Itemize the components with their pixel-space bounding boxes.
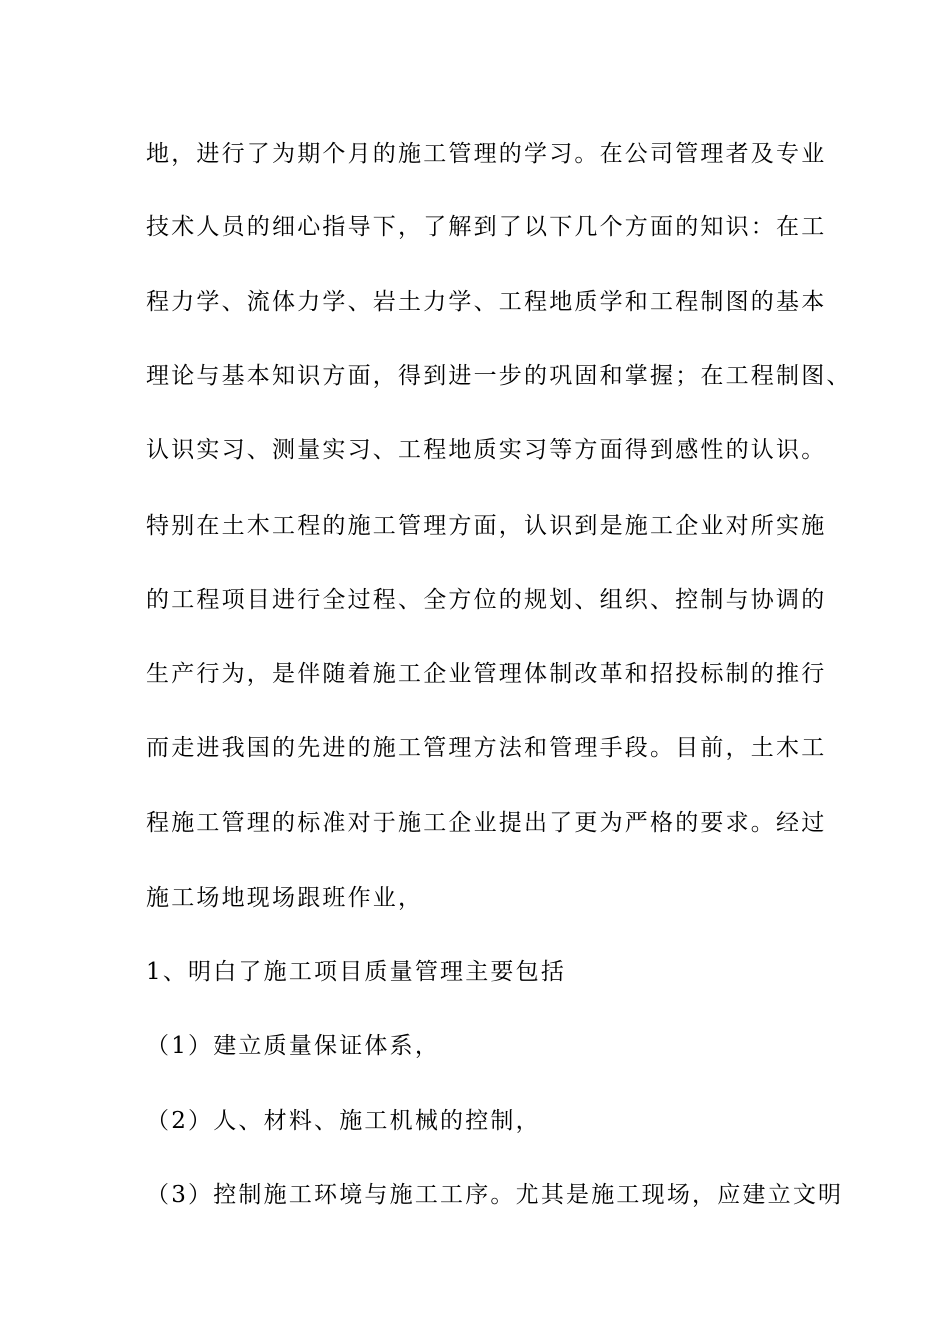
text-line: 的工程项目进行全过程、全方位的规划、组织、控制与协调的	[146, 587, 827, 613]
list-item: （3）控制施工环境与施工工序。尤其是施工现场，应建立文明	[146, 1182, 844, 1208]
text-line: 技术人员的细心指导下，了解到了以下几个方面的知识：在工	[146, 214, 827, 240]
list-item: （1）建立质量保证体系，	[146, 1033, 441, 1059]
text-line: 理论与基本知识方面，得到进一步的巩固和掌握；在工程制图、	[146, 363, 852, 389]
text-line: 生产行为，是伴随着施工企业管理体制改革和招投标制的推行	[146, 661, 827, 687]
list-item: （2）人、材料、施工机械的控制，	[146, 1108, 541, 1134]
text-line: 地，进行了为期个月的施工管理的学习。在公司管理者及专业	[146, 141, 827, 167]
text-line: 程施工管理的标准对于施工企业提出了更为严格的要求。经过	[146, 810, 827, 836]
text-line: 特别在土木工程的施工管理方面，认识到是施工企业对所实施	[146, 513, 827, 539]
text-line: 认识实习、测量实习、工程地质实习等方面得到感性的认识。	[146, 437, 827, 463]
text-line: 而走进我国的先进的施工管理方法和管理手段。目前，土木工	[146, 735, 827, 761]
text-line: 施工场地现场跟班作业，	[146, 885, 424, 911]
text-line: 程力学、流体力学、岩土力学、工程地质学和工程制图的基本	[146, 289, 827, 315]
text-line: 1、明白了施工项目质量管理主要包括	[146, 959, 567, 985]
